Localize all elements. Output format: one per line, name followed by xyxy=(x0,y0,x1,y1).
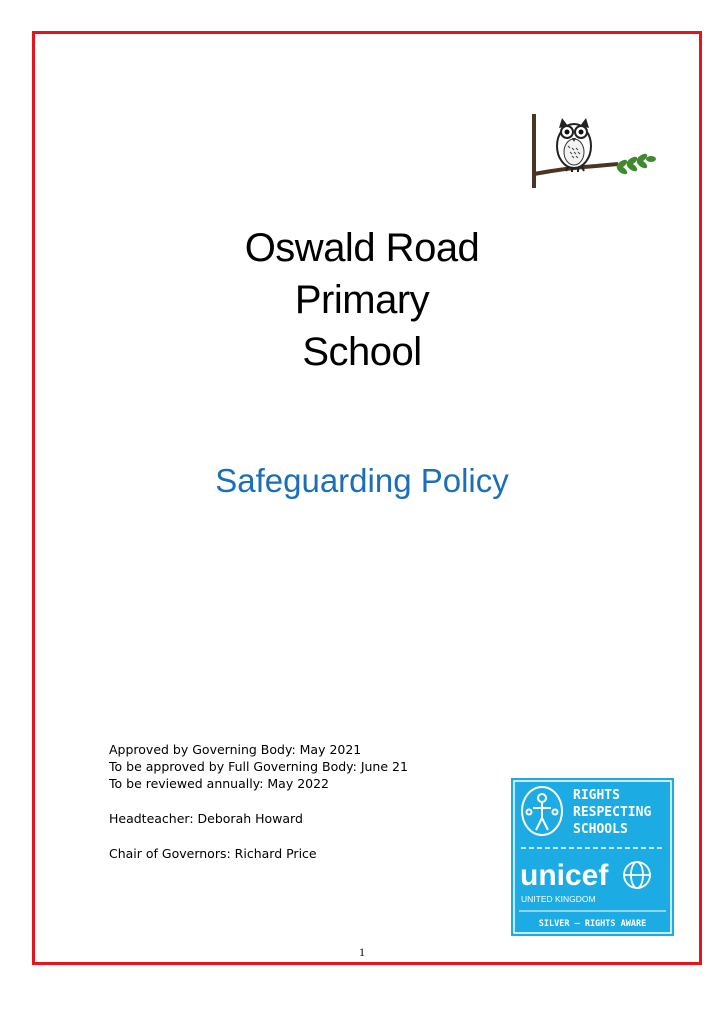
review-date: To be reviewed annually: May 2022 xyxy=(109,776,330,791)
unicef-country: UNITED KINGDOM xyxy=(521,894,596,904)
to-be-approved-date: To be approved by Full Governing Body: June 21 xyxy=(109,759,408,774)
school-name-line: Oswald Road xyxy=(244,226,480,270)
chair-of-governors: Chair of Governors: Richard Price xyxy=(109,846,317,861)
badge-line-2: RESPECTING xyxy=(573,805,652,820)
badge-line-3: SCHOOLS xyxy=(573,822,628,837)
school-name-line: School xyxy=(302,330,422,374)
policy-title: Safeguarding Policy xyxy=(215,462,509,499)
school-name xyxy=(0,222,724,378)
approved-date: Approved by Governing Body: May 2021 xyxy=(109,742,362,757)
rights-respecting-schools-badge xyxy=(511,778,674,936)
approval-info xyxy=(109,741,408,862)
page-number: 1 xyxy=(359,945,365,959)
owl-on-branch-logo xyxy=(526,112,656,190)
headteacher: Headteacher: Deborah Howard xyxy=(109,811,303,826)
badge-line-1: RIGHTS xyxy=(573,788,620,803)
school-name-line: Primary xyxy=(294,278,430,322)
unicef-wordmark: unicef xyxy=(520,859,609,892)
award-level: SILVER – RIGHTS AWARE xyxy=(538,919,647,929)
